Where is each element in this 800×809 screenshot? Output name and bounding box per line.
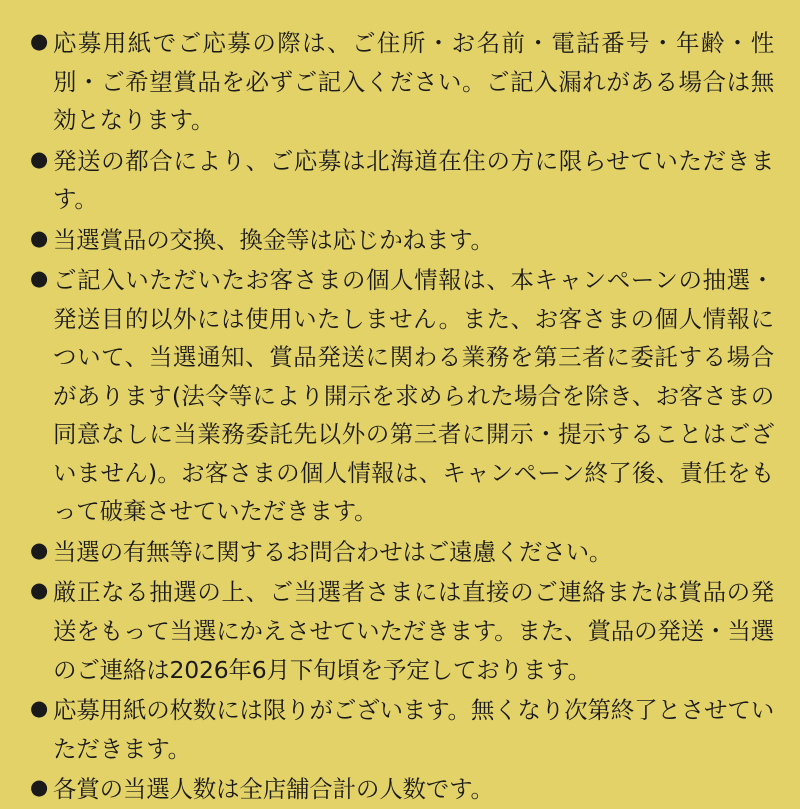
bullet-icon: ● bbox=[30, 537, 49, 562]
bullet-icon: ● bbox=[30, 696, 49, 721]
list-item bbox=[30, 24, 774, 140]
bullet-icon: ● bbox=[30, 225, 49, 250]
note-text: 厳正なる抽選の上、ご当選者さまには直接のご連絡または賞品の発送をもって当選にかえさせていただきます。また、賞品の発送・当選のご連絡は2026年6月下旬頃を予定しております。 bbox=[53, 578, 774, 684]
list-item bbox=[30, 142, 774, 219]
note-text: 当選賞品の交換、換金等は応じかねます。 bbox=[53, 225, 494, 254]
bullet-icon: ● bbox=[30, 266, 49, 291]
bullet-icon: ● bbox=[30, 146, 49, 171]
list-item bbox=[30, 691, 774, 768]
note-text: 各賞の当選人数は全店舗合計の人数です。 bbox=[53, 775, 494, 804]
list-item bbox=[30, 770, 774, 809]
note-text: 応募用紙の枚数には限りがございます。無くなり次第終了とさせていただきます。 bbox=[53, 696, 774, 763]
note-text: ご記入いただいたお客さまの個人情報は、本キャンペーンの抽選・発送目的以外には使用いたしません。また、お客さまの個人情報について、当選通知、賞品発送に関わる業務を第三者に委託する場合があります(法令等により開示を求められた場合を除き、お客さまの同意なしに当業務委託先以外の第三者に開示・提示することはございません)。お客さまの個人情報は、キャンペーン終了後、責任をもって破棄させていただきます。 bbox=[53, 266, 774, 526]
bullet-icon: ● bbox=[30, 578, 49, 603]
list-item bbox=[30, 533, 774, 572]
bullet-icon: ● bbox=[30, 775, 49, 800]
list-item bbox=[30, 221, 774, 260]
note-text: 応募用紙でご応募の際は、ご住所・お名前・電話番号・年齢・性別・ご希望賞品を必ずご記入ください。ご記入漏れがある場合は無効となります。 bbox=[53, 29, 774, 135]
list-item bbox=[30, 261, 774, 531]
list-item bbox=[30, 573, 774, 689]
note-text: 発送の都合により、ご応募は北海道在住の方に限らせていただきます。 bbox=[53, 146, 774, 214]
bullet-icon: ● bbox=[30, 29, 49, 53]
notes-list bbox=[30, 24, 774, 809]
note-text: 当選の有無等に関するお問合わせはご遠慮ください。 bbox=[53, 537, 613, 566]
